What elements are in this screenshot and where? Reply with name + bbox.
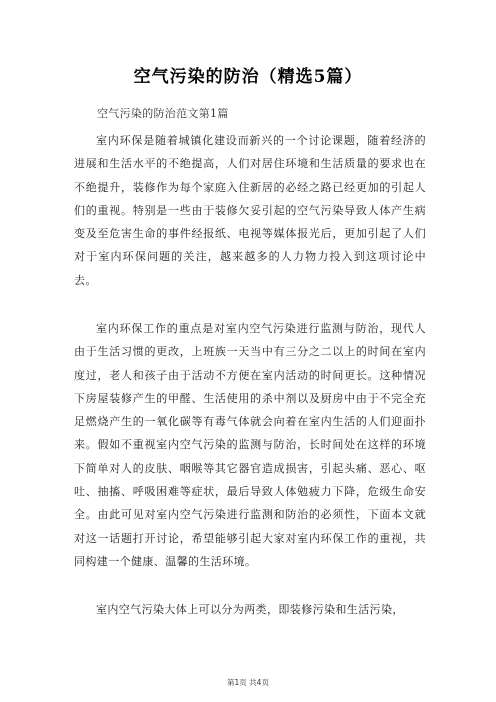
paragraph-3: 室内空气污染大体上可以分为两类，即装修污染和生活污染， (96, 603, 404, 616)
paragraph-1: 室内环保是随着城镇化建设而新兴的一个讨论课题，随着经济的进展和生活水平的不绝提高，人们对居住环境和生活质量的要求也在不绝提升，装修作为每个家庭入住新居的必经之路已经更加的引起人们的重视。特别是一些由于装修欠妥引起的空气污染导致人体产生病变及至危害生命的事件经报纸、电视等媒体报光后，更加引起了人们对于室内环保问题的关注，越来越多的人力物力投入到这项讨论中去。 (74, 134, 426, 287)
document-title: 空气污染的防治（精选5篇） (133, 67, 363, 87)
page-footer: 第1页 共4页 (227, 678, 269, 687)
document-subtitle: 空气污染的防治范文第1篇 (97, 107, 229, 120)
paragraph-2: 室内环保工作的重点是对室内空气污染进行监测与防治，现代人由于生活习惯的更改，上班族一天当中有三分之二以上的时间在室内度过，老人和孩子由于活动不方便在室内活动的时间更长。这种情况下房屋装修产生的甲醛、生活使用的杀中剂以及厨房中由于不完全充足燃烧产生的一氧化碳等有毒气体就会向着在室内生活的人们迎面扑来。假如不重视室内空气污染的监测与防治，长时间处在这样的环境下简单对人的皮肤、咽喉等其它器官造成损害，引起头痛、恶心、呕吐、抽搐、呼吸困难等症状，最后导致人体勉疲力下降，危级生命安全。由此可见对室内空气污染进行监测和防治的必须性，下面本文就对这一话题打开讨论，希望能够引起大家对室内环保工作的重视，共同构建一个健康、温馨的生活环境。 (74, 322, 426, 568)
